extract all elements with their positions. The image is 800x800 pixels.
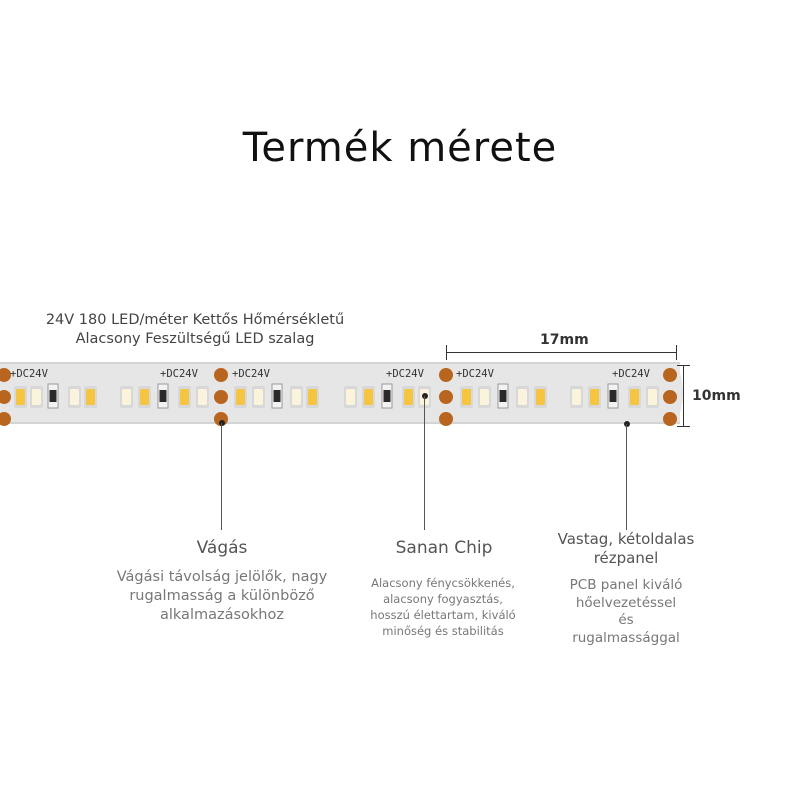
cool-led-emitter	[648, 389, 657, 405]
warm-led-emitter	[404, 389, 413, 405]
cut-pad	[663, 368, 677, 382]
page-title: Termék mérete	[242, 125, 558, 171]
cool-led-emitter	[70, 389, 79, 405]
chip-desc-line-2: alacsony fogyasztás,	[383, 592, 503, 606]
pcb-title-line-1: Vastag, kétoldalas	[557, 530, 695, 548]
cut-desc-line-3: alkalmazásokhoz	[160, 607, 284, 623]
warm-led-emitter	[590, 389, 599, 405]
warm-led-emitter	[140, 389, 149, 405]
width-dimension-tick-top	[677, 365, 690, 366]
cut-callout-description	[100, 568, 344, 625]
pcb-desc-line-4: rugalmassággal	[572, 629, 680, 646]
width-dimension-tick-bottom	[677, 426, 690, 427]
resistor-core	[610, 390, 617, 402]
cool-led-emitter	[346, 389, 355, 405]
cut-pointer-line	[221, 423, 222, 530]
warm-led-emitter	[180, 389, 189, 405]
warm-led-emitter	[462, 389, 471, 405]
resistor-core	[274, 390, 281, 402]
cut-pad	[439, 368, 453, 382]
chip-pointer-dot	[422, 393, 428, 399]
cool-led-emitter	[122, 389, 131, 405]
warm-led-emitter	[536, 389, 545, 405]
pcb-bottom-edge	[0, 422, 680, 424]
voltage-label: +DC24V	[160, 368, 198, 380]
cut-pad	[214, 390, 228, 404]
cut-desc-line-2: rugalmasság a különböző	[129, 588, 315, 604]
cut-pad	[439, 390, 453, 404]
pcb-pointer-dot	[624, 421, 630, 427]
resistor-core	[384, 390, 391, 402]
cool-led-emitter	[254, 389, 263, 405]
product-name-line-1: 24V 180 LED/méter Kettős Hőmérsékletű	[45, 312, 345, 328]
warm-led-emitter	[86, 389, 95, 405]
length-dimension-tick-left	[446, 345, 447, 360]
cool-led-emitter	[518, 389, 527, 405]
pcb-callout-description	[526, 577, 726, 647]
voltage-label: +DC24V	[612, 368, 650, 380]
voltage-label: +DC24V	[10, 368, 48, 380]
warm-led-emitter	[308, 389, 317, 405]
pcb-top-edge	[0, 362, 680, 364]
cut-pad	[663, 412, 677, 426]
cut-desc-line-1: Vágási távolság jelölők, nagy	[116, 569, 328, 585]
width-dimension-line	[683, 365, 684, 427]
led-strip-illustration	[0, 340, 800, 440]
pcb-desc-line-3: és	[618, 612, 634, 628]
pcb-desc-line-2: hőelvezetéssel	[575, 594, 677, 611]
cool-led-emitter	[572, 389, 581, 405]
cool-led-emitter	[292, 389, 301, 405]
pcb-desc-line-1: PCB panel kiváló	[569, 577, 683, 593]
width-dimension-label: 10mm	[692, 388, 741, 404]
resistor-core	[50, 390, 57, 402]
cut-pad	[214, 368, 228, 382]
warm-led-emitter	[364, 389, 373, 405]
length-dimension-label: 17mm	[537, 332, 592, 348]
chip-callout-title: Sanan Chip	[395, 538, 493, 558]
warm-led-emitter	[236, 389, 245, 405]
cool-led-emitter	[480, 389, 489, 405]
pcb-pointer-line	[626, 424, 627, 530]
cool-led-emitter	[32, 389, 41, 405]
product-name-line-2: Alacsony Feszültségű LED szalag	[75, 331, 315, 347]
chip-desc-line-4: minőség és stabilitás	[382, 624, 504, 638]
length-dimension-line	[447, 352, 677, 353]
resistor-core	[500, 390, 507, 402]
cut-pad	[663, 390, 677, 404]
cut-callout-title: Vágás	[196, 538, 248, 558]
pcb-title-line-2: rézpanel	[593, 549, 659, 567]
voltage-label: +DC24V	[386, 368, 424, 380]
chip-desc-line-1: Alacsony fénycsökkenés,	[371, 576, 515, 590]
warm-led-emitter	[630, 389, 639, 405]
warm-led-emitter	[16, 389, 25, 405]
voltage-label: +DC24V	[456, 368, 494, 380]
length-dimension-tick-right	[676, 345, 677, 360]
cool-led-emitter	[198, 389, 207, 405]
voltage-label: +DC24V	[232, 368, 270, 380]
chip-callout-description	[348, 575, 538, 639]
cut-pointer-dot	[219, 420, 225, 426]
resistor-core	[160, 390, 167, 402]
chip-pointer-line	[424, 396, 425, 530]
cut-pad	[439, 412, 453, 426]
pcb-end	[676, 362, 683, 424]
pcb-callout-title	[526, 530, 726, 568]
chip-desc-line-3: hosszú élettartam, kiváló	[370, 608, 516, 622]
